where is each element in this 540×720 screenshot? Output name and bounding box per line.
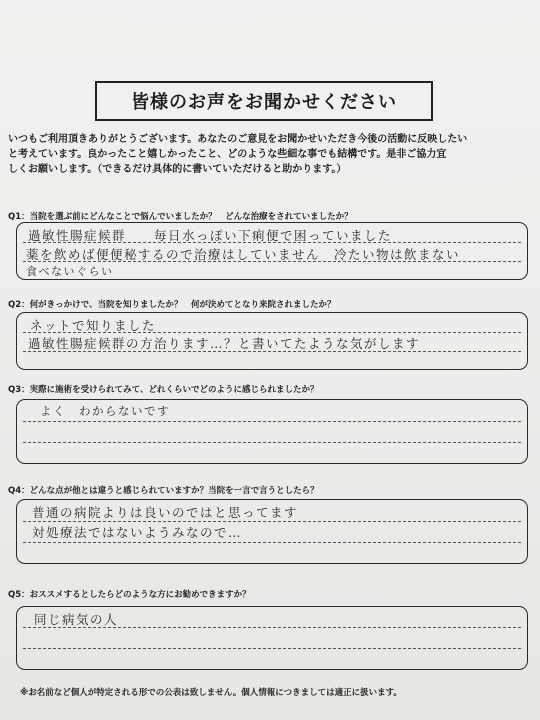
title-box xyxy=(95,81,433,121)
question-4: Q4：どんな点が他とは違うと感じられていますか？当院を一言で言うとしたら？ xyxy=(8,486,319,496)
answer-1-line-2: 薬を飲めば便便秘するので治療はしていません 冷たい物は飲まない xyxy=(26,247,461,262)
answer-line xyxy=(23,648,521,649)
answer-line xyxy=(23,421,521,422)
answer-4-line-1: 普通の病院よりは良いのではと思ってます xyxy=(32,505,299,520)
answer-line xyxy=(23,442,521,443)
intro-line: いつもご利用頂きありがとうございます。あなたのご意見をお聞かせいただき今後の活動に反映したい xyxy=(8,134,468,145)
answer-2-line-1: ネットで知りました xyxy=(30,318,157,333)
footer-note: ※お名前など個人が特定される形での公表は致しません。個人情報につきましては適正に扱います。 xyxy=(20,688,402,698)
answer-line xyxy=(23,521,521,522)
answer-2-line-2: 過敏性腸症候群の方治ります…？と書いてたような気がします xyxy=(28,336,421,351)
question-5: Q5：おススメするとしたらどのような方にお勧めできますか？ xyxy=(8,590,251,600)
answer-line xyxy=(23,542,521,543)
intro-line: しくお願いします。（できるだけ具体的に書いていただけると助かります。） xyxy=(8,164,347,175)
page-title: 皆様のお声をお聞かせください xyxy=(131,92,397,113)
intro-text xyxy=(8,132,534,177)
question-3: Q3：実際に施術を受けられてみて、どれくらいでどのように感じられましたか？ xyxy=(8,385,319,395)
question-1: Q1：当院を選ぶ前にどんなことで悩んでいましたか？ どんな治療をされていましたか？ xyxy=(8,212,353,222)
answer-1-line-1: 過敏性腸症候群 毎日水っぽい下痢便で困っていました xyxy=(28,228,393,243)
question-2: Q2：何がきっかけで、当院を知りましたか？ 何が決めてとなり来院されましたか？ xyxy=(8,300,336,310)
answer-1-line-3: 食べないぐらい xyxy=(26,265,114,278)
answer-4-line-2: 対処療法ではないようみなので… xyxy=(32,525,243,540)
answer-5-line-1: 同じ病気の人 xyxy=(34,612,119,627)
answer-3-line-1: よく わからないです xyxy=(40,404,170,418)
intro-line: と考えています。良かったこと嬉しかったこと、どのような些細な事でも結構です。是非ご協力宜 xyxy=(8,149,447,160)
